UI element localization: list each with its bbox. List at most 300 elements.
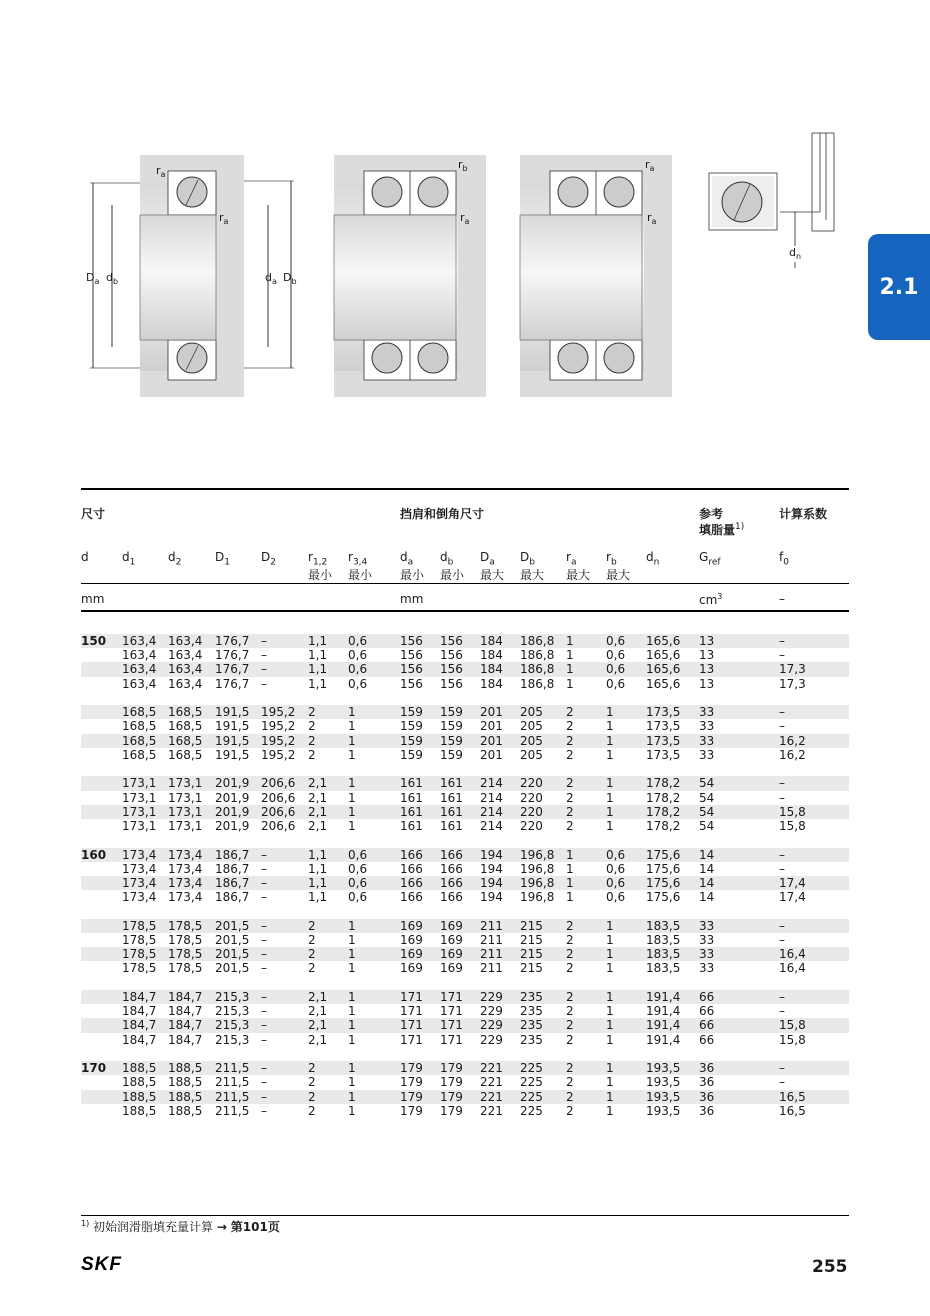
table-cell: 13 [699, 662, 715, 677]
table-cell: 2 [566, 733, 574, 748]
table-cell: 17,4 [779, 876, 806, 890]
table-cell: 169 [440, 961, 463, 976]
table-cell: 195,2 [261, 733, 296, 748]
table-cell: 2 [566, 918, 574, 933]
table-cell: 221 [480, 1061, 503, 1076]
table-cell: 161 [440, 790, 463, 805]
table-cell: 2 [308, 1075, 316, 1090]
table-cell: 169 [400, 933, 423, 947]
table-cell: 171 [440, 1032, 463, 1047]
table-cell: 168,5 [168, 719, 203, 734]
figure-paired-bearing-back [334, 155, 486, 397]
table-cell: 171 [440, 990, 463, 1004]
table-cell: 15,8 [779, 819, 806, 833]
table-cell: – [261, 1018, 267, 1033]
table-cell: 1 [566, 861, 574, 876]
table-cell: 235 [520, 1004, 543, 1019]
table-cell: 2 [566, 947, 574, 962]
table-cell: 168,5 [122, 733, 157, 748]
table-cell: 173,1 [168, 790, 203, 805]
table-cell: – [779, 790, 785, 805]
table-cell: 2 [566, 1103, 574, 1118]
table-cell: 214 [480, 790, 503, 805]
table-cell: 163,4 [168, 634, 203, 648]
table-cell: 171 [400, 1018, 423, 1033]
table-cell: 1 [348, 1103, 356, 1118]
table-cell: 54 [699, 776, 715, 791]
table-cell: 205 [520, 719, 543, 734]
table-cell: 16,5 [779, 1089, 806, 1104]
table-cell: 221 [480, 1089, 503, 1104]
table-cell: 1 [606, 933, 614, 947]
table-cell: 183,5 [646, 961, 681, 976]
page-number: 255 [812, 1257, 848, 1277]
table-cell: 1,1 [308, 662, 328, 677]
table-cell: 1 [606, 776, 614, 791]
table-cell: 17,3 [779, 676, 806, 691]
table-cell: 1 [348, 1089, 356, 1104]
table-cell: 2,1 [308, 790, 328, 805]
table-cell: 205 [520, 733, 543, 748]
table-cell: 176,7 [215, 634, 250, 648]
table-cell: 1 [348, 947, 356, 962]
label-ra: $r_a$ [645, 158, 655, 174]
table-cell: 2 [566, 819, 574, 833]
table-cell: 166 [440, 861, 463, 876]
table-cell: 179 [400, 1061, 423, 1076]
table-cell: 201,5 [215, 947, 250, 962]
table-cell: 173,5 [646, 705, 681, 720]
table-cell: – [261, 662, 267, 677]
table-cell: 191,5 [215, 705, 250, 720]
table-cell: 166 [440, 890, 463, 905]
table-cell: – [779, 648, 785, 663]
table-cell: – [261, 933, 267, 947]
table-cell: 201 [480, 719, 503, 734]
table-cell: – [779, 634, 785, 648]
table-cell: 191,5 [215, 747, 250, 762]
table-cell: 1 [606, 733, 614, 748]
table-cell: 156 [400, 648, 423, 663]
table-cell: 193,5 [646, 1075, 681, 1090]
table-cell: 173,4 [168, 861, 203, 876]
table-cell: 215 [520, 933, 543, 947]
table-cell: 15,8 [779, 804, 806, 819]
table-cell: 221 [480, 1103, 503, 1118]
table-cell: 163,4 [122, 634, 157, 648]
table-cell: 225 [520, 1075, 543, 1090]
table-row [81, 1075, 849, 1089]
column-header: $G_{ref}$ [699, 550, 721, 568]
table-cell: 175,6 [646, 847, 681, 862]
table-cell: 16,5 [779, 1103, 806, 1118]
table-cell: 1 [606, 961, 614, 976]
table-cell: – [261, 1103, 267, 1118]
table-cell: 16,2 [779, 747, 806, 762]
footnote-page-link[interactable]: 第101页 [230, 1220, 280, 1234]
table-cell: 2 [566, 804, 574, 819]
table-cell: 169 [400, 918, 423, 933]
table-cell: 183,5 [646, 947, 681, 962]
table-cell: 1 [606, 705, 614, 720]
table-cell: 33 [699, 947, 715, 962]
table-row [81, 719, 849, 733]
table-cell: – [779, 1004, 785, 1019]
table-cell: 2 [566, 776, 574, 791]
table-cell: 13 [699, 648, 715, 663]
table-cell: – [261, 648, 267, 663]
table-cell: 201,9 [215, 819, 250, 833]
table-cell: 201 [480, 705, 503, 720]
table-cell: 201 [480, 747, 503, 762]
table-cell: – [779, 1075, 785, 1090]
table-cell: 0,6 [606, 662, 626, 677]
table-cell: 179 [400, 1103, 423, 1118]
table-cell: 163,4 [122, 662, 157, 677]
table-cell: 165,6 [646, 648, 681, 663]
label-da: $d_a$ [265, 271, 277, 287]
table-cell: 191,4 [646, 1032, 681, 1047]
table-cell: 1 [348, 790, 356, 805]
column-header: $f_0$ [779, 550, 789, 568]
table-cell: 215 [520, 961, 543, 976]
table-cell: 159 [400, 733, 423, 748]
table-cell: 0,6 [348, 876, 368, 890]
table-cell: – [261, 676, 267, 691]
table-cell: 205 [520, 747, 543, 762]
table-cell: 16,4 [779, 961, 806, 976]
table-cell: 166 [440, 847, 463, 862]
table-cell: 186,8 [520, 662, 555, 677]
table-cell: 2,1 [308, 819, 328, 833]
table-cell: 166 [400, 876, 423, 890]
table-cell: 0,6 [606, 676, 626, 691]
table-cell: 173,4 [122, 876, 157, 890]
table-cell: 2 [566, 990, 574, 1004]
table-cell: 54 [699, 819, 715, 833]
table-cell: 159 [440, 705, 463, 720]
table-cell: 184 [480, 676, 503, 691]
table-cell: 168,5 [122, 747, 157, 762]
table-cell: 33 [699, 933, 715, 947]
table-cell: 156 [440, 648, 463, 663]
table-cell: 159 [440, 733, 463, 748]
table-row [81, 933, 849, 947]
table-cell: 225 [520, 1061, 543, 1076]
column-header: $r_a$ 最大 [566, 550, 591, 583]
table-cell: 191,5 [215, 733, 250, 748]
table-cell: 173,4 [168, 876, 203, 890]
table-cell: 201 [480, 733, 503, 748]
table-cell: 188,5 [122, 1061, 157, 1076]
footnote: $^{1)}$ 初始润滑脂填充量计算 → 第101页 [81, 1219, 280, 1234]
table-cell: 178,5 [122, 961, 157, 976]
table-cell: 1 [606, 790, 614, 805]
table-cell: 2,1 [308, 776, 328, 791]
table-cell: 179 [440, 1075, 463, 1090]
column-header: $d_b$ 最小 [440, 550, 465, 583]
table-cell: 175,6 [646, 861, 681, 876]
table-cell: 229 [480, 1018, 503, 1033]
table-cell: 173,4 [168, 847, 203, 862]
table-cell: 0,6 [348, 890, 368, 905]
table-cell: 2,1 [308, 990, 328, 1004]
table-cell: 173,1 [168, 804, 203, 819]
table-cell: 1 [348, 776, 356, 791]
figure-single-bearing [90, 155, 294, 397]
header-dimensions: 尺寸 [81, 507, 106, 521]
table-cell: 156 [400, 634, 423, 648]
table-cell: 215,3 [215, 1018, 250, 1033]
table-row [81, 919, 849, 933]
table-cell: 186,8 [520, 634, 555, 648]
column-header: $d_2$ [168, 550, 182, 568]
table-cell: – [779, 918, 785, 933]
table-cell: 195,2 [261, 747, 296, 762]
skf-logo [81, 1255, 145, 1277]
table-cell: 178,5 [168, 933, 203, 947]
table-cell: 173,4 [122, 861, 157, 876]
table-cell: 1 [566, 847, 574, 862]
table-cell: 168,5 [168, 705, 203, 720]
table-row [81, 1018, 849, 1032]
table-cell: 0,6 [348, 648, 368, 663]
table-cell: 188,5 [168, 1103, 203, 1118]
figure-nozzle-detail [709, 133, 834, 268]
table-cell: 165,6 [646, 662, 681, 677]
table-cell: 179 [440, 1061, 463, 1076]
table-row [81, 734, 849, 748]
table-cell: 0,6 [606, 847, 626, 862]
table-cell: 186,8 [520, 648, 555, 663]
table-cell: 225 [520, 1089, 543, 1104]
table-cell: 173,1 [122, 819, 157, 833]
table-cell: 1 [606, 918, 614, 933]
table-row [81, 805, 849, 819]
table-cell: 188,5 [168, 1075, 203, 1090]
table-cell: 0,6 [348, 662, 368, 677]
unit-mm: mm [81, 592, 105, 606]
table-cell: 196,8 [520, 876, 555, 890]
label-Db: $D_b$ [283, 271, 297, 287]
table-cell: 2 [566, 933, 574, 947]
table-cell: 2,1 [308, 1032, 328, 1047]
table-row [81, 776, 849, 790]
table-cell: 14 [699, 876, 715, 890]
table-cell: 15,8 [779, 1032, 806, 1047]
table-cell: 175,6 [646, 890, 681, 905]
table-cell: 163,4 [122, 648, 157, 663]
table-cell: 183,5 [646, 918, 681, 933]
table-cell: 229 [480, 990, 503, 1004]
table-cell: 178,2 [646, 804, 681, 819]
table-cell: 161 [440, 776, 463, 791]
table-cell: 1 [606, 1018, 614, 1033]
table-cell: 215,3 [215, 1004, 250, 1019]
table-cell: 2 [566, 1032, 574, 1047]
table-cell: 191,5 [215, 719, 250, 734]
table-cell: 1 [566, 648, 574, 663]
table-cell: 179 [440, 1103, 463, 1118]
table-cell: 159 [400, 705, 423, 720]
table-cell: 169 [440, 918, 463, 933]
table-cell: 1 [606, 819, 614, 833]
table-cell: 184,7 [168, 1004, 203, 1019]
table-cell: 1 [606, 1075, 614, 1090]
table-cell: 161 [440, 819, 463, 833]
table-cell: 184,7 [168, 990, 203, 1004]
table-cell: 220 [520, 804, 543, 819]
table-cell: 14 [699, 847, 715, 862]
header-abutment: 挡肩和倒角尺寸 [400, 507, 485, 521]
table-cell: 179 [440, 1089, 463, 1104]
label-ra: $r_a$ [219, 211, 229, 227]
table-cell: 161 [400, 790, 423, 805]
table-cell: 1 [348, 719, 356, 734]
table-cell: 1 [348, 1004, 356, 1019]
table-cell: 2 [566, 1004, 574, 1019]
table-cell: 171 [440, 1004, 463, 1019]
table-cell: 161 [400, 776, 423, 791]
table-cell: 1 [566, 890, 574, 905]
table-cell: 33 [699, 747, 715, 762]
table-cell: 169 [440, 933, 463, 947]
chapter-tab-label: 2.1 [879, 274, 919, 300]
table-cell: 1 [348, 747, 356, 762]
table-cell: 2,1 [308, 1004, 328, 1019]
table-cell: 2 [308, 1089, 316, 1104]
bearing-drawings [0, 120, 860, 410]
table-cell: 33 [699, 719, 715, 734]
table-cell: 2,1 [308, 804, 328, 819]
table-cell: 159 [440, 719, 463, 734]
header-factor: 计算系数 [779, 507, 828, 521]
table-cell: 184 [480, 648, 503, 663]
table-cell: 159 [440, 747, 463, 762]
table-cell: 173,4 [122, 847, 157, 862]
table-cell: 2 [566, 961, 574, 976]
table-cell: 2 [308, 961, 316, 976]
column-header: $D_2$ [261, 550, 276, 568]
table-cell: 1 [348, 1032, 356, 1047]
table-cell: 0,6 [348, 634, 368, 648]
column-header: $D_b$ 最大 [520, 550, 545, 583]
table-cell: – [779, 1061, 785, 1076]
table-cell: 54 [699, 790, 715, 805]
table-cell: – [261, 918, 267, 933]
table-cell: 163,4 [122, 676, 157, 691]
table-cell: – [261, 961, 267, 976]
table-cell: 36 [699, 1089, 715, 1104]
table-cell: 179 [400, 1075, 423, 1090]
table-cell: 2 [566, 719, 574, 734]
table-cell: 211,5 [215, 1075, 250, 1090]
column-header: $r_{3,4}$ 最小 [348, 550, 373, 583]
table-cell: 166 [400, 861, 423, 876]
table-row [81, 990, 849, 1004]
table-cell: 1 [606, 804, 614, 819]
table-cell: 194 [480, 890, 503, 905]
table-cell: 229 [480, 1004, 503, 1019]
table-cell: 161 [400, 819, 423, 833]
table-cell: 214 [480, 804, 503, 819]
table-cell: 1,1 [308, 876, 328, 890]
table-cell: 184,7 [122, 1032, 157, 1047]
table-cell: 179 [400, 1089, 423, 1104]
table-cell: 183,5 [646, 933, 681, 947]
table-cell: 0,6 [606, 634, 626, 648]
table-cell: 173,1 [122, 776, 157, 791]
table-cell: 186,8 [520, 676, 555, 691]
chapter-tab[interactable] [868, 234, 930, 340]
table-cell: 0,6 [606, 861, 626, 876]
table-cell: 2 [566, 1075, 574, 1090]
table-cell: 156 [400, 676, 423, 691]
table-cell: 16,4 [779, 947, 806, 962]
label-db: $d_b$ [106, 271, 119, 287]
table-cell: 195,2 [261, 719, 296, 734]
table-cell: 186,7 [215, 861, 250, 876]
table-cell: 176,7 [215, 676, 250, 691]
table-cell: 2 [308, 705, 316, 720]
table-cell: 0,6 [606, 890, 626, 905]
table-cell: 169 [400, 947, 423, 962]
table-cell: 206,6 [261, 804, 296, 819]
table-cell: 33 [699, 705, 715, 720]
table-top-rule [81, 488, 849, 490]
table-cell: 2 [308, 933, 316, 947]
table-cell: 2 [566, 1018, 574, 1033]
table-cell: 173,1 [168, 819, 203, 833]
table-cell: 1,1 [308, 648, 328, 663]
table-cell: 0,6 [606, 876, 626, 890]
table-cell: 1 [606, 1032, 614, 1047]
table-cell: – [261, 1089, 267, 1104]
table-cell: 176,7 [215, 648, 250, 663]
table-row [81, 1004, 849, 1018]
table-cell: 173,5 [646, 719, 681, 734]
table-cell: 1 [348, 918, 356, 933]
table-cell: 178,2 [646, 790, 681, 805]
table-cell: 0,6 [348, 676, 368, 691]
table-cell: 214 [480, 819, 503, 833]
table-cell: 1 [566, 634, 574, 648]
table-cell: 156 [440, 634, 463, 648]
table-cell: 2 [308, 733, 316, 748]
table-cell: 1 [606, 1004, 614, 1019]
table-cell: 201,9 [215, 804, 250, 819]
unit-cm3: $cm^3$ [699, 592, 723, 607]
table-cell: 0,6 [606, 648, 626, 663]
table-cell: 15,8 [779, 1018, 806, 1033]
label-dn: $d_n$ [789, 246, 802, 262]
table-cell: 225 [520, 1103, 543, 1118]
column-header: $D_1$ [215, 550, 230, 568]
table-row [81, 961, 849, 975]
table-cell: 33 [699, 961, 715, 976]
column-header: $d_a$ 最小 [400, 550, 425, 583]
label-rb: $r_b$ [458, 158, 468, 174]
table-cell: 196,8 [520, 861, 555, 876]
table-cell: 173,4 [168, 890, 203, 905]
table-cell: 1,1 [308, 634, 328, 648]
table-cell: 196,8 [520, 890, 555, 905]
table-cell: 178,5 [168, 961, 203, 976]
table-cell: 184,7 [168, 1018, 203, 1033]
table-cell: 36 [699, 1103, 715, 1118]
table-cell: 166 [400, 847, 423, 862]
table-cell: 1 [348, 705, 356, 720]
